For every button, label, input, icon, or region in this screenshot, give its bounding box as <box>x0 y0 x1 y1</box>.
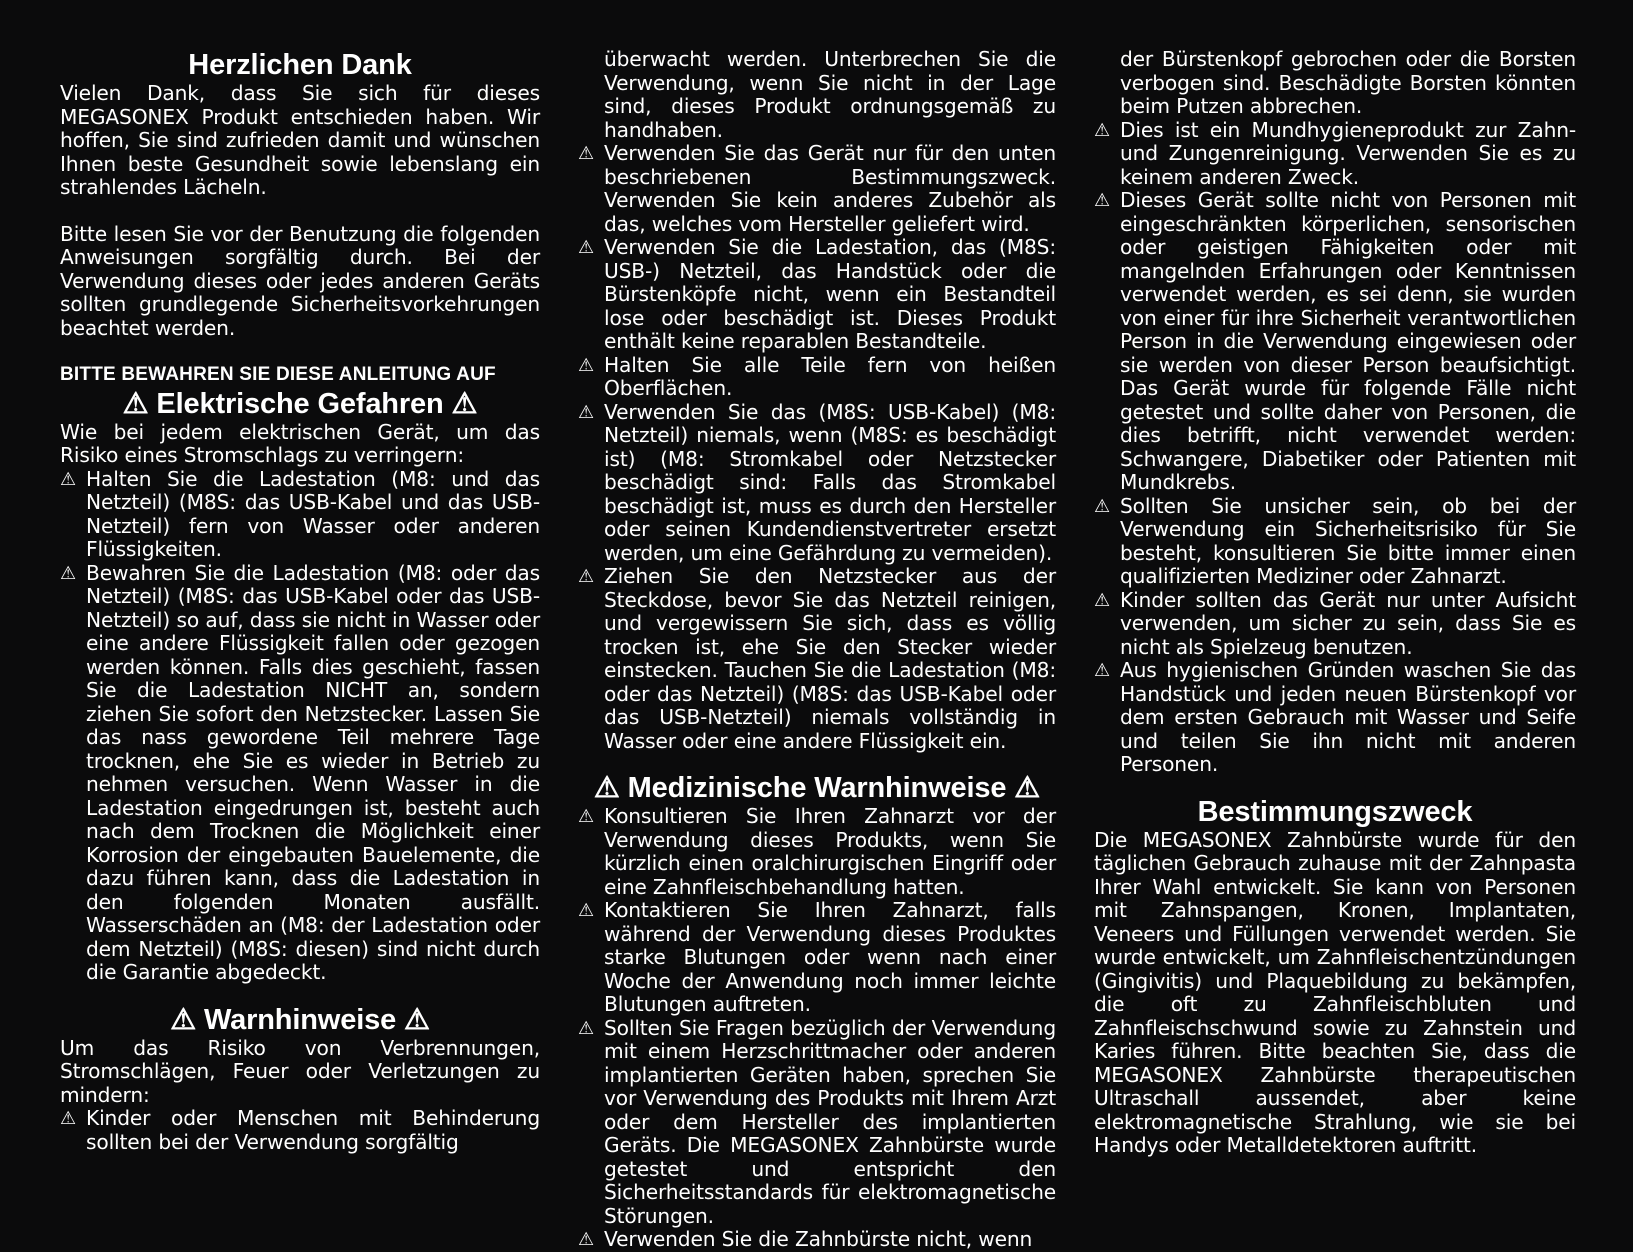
warning-icon: ⚠ <box>1094 660 1110 681</box>
list-item: ⚠ Sollten Sie unsicher sein, ob bei der Verwendung ein Sicherheitsrisiko für Sie besteht, konsultieren Sie bitte immer einen qualifizierten Mediziner oder Zahnarzt. <box>1094 493 1576 588</box>
warnings-intro: Um das Risiko von Verbrennungen, Stromschlägen, Feuer oder Verletzungen zu mindern: <box>60 1035 540 1107</box>
warning-icon: ⚠ <box>60 468 76 490</box>
list-item: ⚠ Verwenden Sie die Zahnbürste nicht, wenn <box>578 1227 1033 1251</box>
warning-icon: ⚠ <box>60 562 76 584</box>
list-item: ⚠ Sollten Sie Fragen bezüglich der Verwendung mit einem Herzschrittmacher oder anderen implantierten Geräten haben, sprechen Sie vor Verwendung des Produkts mit Ihrem Arzt oder dem Hersteller des implantierten Geräts. Die MEGASONEX Zahnbürste wurde getestet und entspricht den Sicherheitsstandards für elektromagnetische Störungen. <box>578 1015 1056 1228</box>
warning-icon: ⚠ <box>578 401 594 423</box>
medical-continuation: der Bürstenkopf gebrochen oder die Borsten verbogen sind. Beschädigte Borsten könnten beim Putzen abbrechen. <box>1120 47 1576 118</box>
medical-warnings-heading: ⚠ Medizinische Warnhinweise ⚠ <box>593 772 1041 804</box>
warning-icon: ⚠ <box>60 1108 76 1129</box>
warning-icon: ⚠ <box>578 143 594 164</box>
medical-warnings-list <box>578 805 1056 1252</box>
warning-continuation: überwacht werden. Unterbrechen Sie die Verwendung, wenn Sie nicht in der Lage sind, dieses Produkt ordnungsgemäß zu handhaben. <box>604 47 1056 142</box>
list-item: ⚠ Kontaktieren Sie Ihren Zahnarzt, falls während der Verwendung dieses Produktes starke Blutungen oder wenn nach einer Woche der Anwendung noch immer leichte Blutungen auftreten. <box>578 898 1056 1016</box>
warning-icon: ⚠ <box>1094 119 1110 141</box>
medical-warnings-list-continued <box>1094 119 1576 777</box>
warning-icon: ⚠ <box>578 237 594 258</box>
list-item: ⚠ Verwenden Sie das (M8S: USB-Kabel) (M8: Netzteil) niemals, wenn (M8S: es beschädigt ist) (M8: Stromkabel oder Netzstecker beschädigt sind: Falls das Stromkabel beschädigt ist, muss es durch den Hersteller oder seinen Kundendienstvertreter ersetzt werden, um eine Gefährdung zu vermeiden). <box>578 399 1056 565</box>
warning-icon: ⚠ <box>578 900 594 921</box>
list-item: ⚠ Kinder oder Menschen mit Behinderung sollten bei der Verwendung sorgfältig <box>60 1106 540 1154</box>
column-middle <box>578 48 1056 1252</box>
warning-icon: ⚠ <box>578 354 594 376</box>
keep-instructions-notice: BITTE BEWAHREN SIE DIESE ANLEITUNG AUF <box>60 364 496 385</box>
read-instructions-paragraph: Bitte lesen Sie vor der Benutzung die folgenden Anweisungen sorgfältig durch. Bei der Verwendung dieses oder jedes anderen Geräts sollten grundlegende Sicherheitsvorkehrungen beachtet werden. <box>60 221 540 340</box>
warnings-list <box>60 1107 540 1154</box>
thanks-paragraph: Vielen Dank, dass Sie sich für dieses MEGASONEX Produkt entschieden haben. Wir hoffen, Sie sind zufrieden damit und wünschen Ihnen beste Gesundheit sowie lebenslang ein strahlendes Lächeln. <box>60 81 540 199</box>
warning-icon: ⚠ <box>578 1017 594 1039</box>
list-item: ⚠ Ziehen Sie den Netzstecker aus der Steckdose, bevor Sie das Netzteil reinigen, und vergewissern Sie sich, dass es völlig trocken ist, ehe Sie den Stecker wieder einstecken. Tauchen Sie die Ladestation (M8: oder das Netzteil) (M8S: das USB-Kabel oder das USB-Netzteil) niemals vollständig in Wasser oder eine andere Flüssigkeit ein. <box>578 564 1056 753</box>
warning-icon: ⚠ <box>578 806 594 827</box>
column-left <box>60 48 540 1154</box>
list-item: ⚠ Halten Sie die Ladestation (M8: und das Netzteil) (M8S: das USB-Kabel und das USB-Netzteil) fern von Wasser oder anderen Flüssigkeiten. <box>60 466 540 561</box>
list-item: ⚠ Kinder sollten das Gerät nur unter Aufsicht verwenden, um sicher zu sein, dass Sie es nicht als Spielzeug benutzen. <box>1094 587 1576 659</box>
column-right <box>1094 48 1576 1158</box>
list-item: ⚠ Konsultieren Sie Ihren Zahnarzt vor der Verwendung dieses Produkts, wenn Sie kürzlich einen oralchirurgischen Eingriff oder eine Zahnfleischbehandlung hatten. <box>578 804 1056 899</box>
list-item: ⚠ Verwenden Sie das Gerät nur für den unten beschriebenen Bestimmungszweck. Verwenden Sie kein anderes Zubehör als das, welches vom Hersteller geliefert wird. <box>578 141 1056 236</box>
list-item: ⚠ Bewahren Sie die Ladestation (M8: oder das Netzteil) (M8S: das USB-Kabel oder das USB-Netzteil) so auf, dass sie nicht in Wasser oder eine andere Flüssigkeit fallen oder gezogen werden können. Falls dies geschieht, fassen Sie die Ladestation NICHT an, sondern ziehen Sie sofort den Netzstecker. Lassen Sie das nass gewordene Teil mehrere Tage trocknen, ehe Sie es wieder in Betrieb zu nehmen versuchen. Wenn Wasser in die Ladestation eingedrungen ist, besteht auch nach dem Trocknen die Möglichkeit einer Korrosion der eingebauten Bauelemente, die dazu führen kann, dass die Ladestation in den folgenden Monaten ausfällt. Wasserschäden an (M8: der Ladestation oder dem Netzteil) (M8S: diesen) sind nicht durch die Garantie abgedeckt. <box>60 560 540 984</box>
warnings-list-continued <box>578 142 1056 753</box>
warning-icon: ⚠ <box>578 1229 594 1250</box>
electric-hazards-heading: ⚠ Elektrische Gefahren ⚠ <box>122 387 478 420</box>
warning-icon: ⚠ <box>578 566 594 587</box>
intended-use-heading: Bestimmungszweck <box>1197 795 1473 828</box>
electric-hazards-list <box>60 468 540 985</box>
list-item: ⚠ Dieses Gerät sollte nicht von Personen mit eingeschränkten körperlichen, sensorischen oder geistigen Fähigkeiten oder mit mangelnden Erfahrungen oder Kenntnissen verwendet werden, es sei denn, sie wurden von einer für ihre Sicherheit verantwortlichen Person in die Verwendung eingewiesen oder sie werden von dieser Person beaufsichtigt. Das Gerät wurde für folgende Fälle nicht getestet und sollte daher von Personen, die dies betrifft, nicht verwendet werden: Schwangere, Diabetiker oder Patienten mit Mundkrebs. <box>1094 188 1576 494</box>
warning-icon: ⚠ <box>1094 589 1110 611</box>
list-item: ⚠ Halten Sie alle Teile fern von heißen Oberflächen. <box>578 352 1056 400</box>
thanks-heading: Herzlichen Dank <box>188 49 412 81</box>
warning-icon: ⚠ <box>1094 495 1110 517</box>
intended-use-paragraph: Die MEGASONEX Zahnbürste wurde für den täglichen Gebrauch zuhause mit der Zahnpasta Ihrer Wahl entwickelt. Sie kann von Personen mit Zahnspangen, Kronen, Implantaten, Veneers und Füllungen verwendet werden. Sie wurde entwickelt, um Zahnfleischentzündungen (Gingivitis) und Plaquebildung zu bekämpfen, die oft zu Zahnfleischbluten und Zahnfleischschwund sowie zu Zahnstein und Karies führen. Bitte beachten Sie, dass die MEGASONEX Zahnbürste therapeutischen Ultraschall aussendet, aber keine elektromagnetische Strahlung, wie sie bei Handys oder Metalldetektoren auftritt. <box>1094 827 1576 1157</box>
electric-intro: Wie bei jedem elektrischen Gerät, um das Risiko eines Stromschlags zu verringern: <box>60 419 540 467</box>
list-item: ⚠ Aus hygienischen Gründen waschen Sie das Handstück und jeden neuen Bürstenkopf vor dem ersten Gebrauch mit Wasser und Seife und teilen Sie ihn nicht mit anderen Personen. <box>1094 658 1576 776</box>
warning-icon: ⚠ <box>1094 190 1110 211</box>
list-item: ⚠ Dies ist ein Mundhygieneprodukt zur Zahn- und Zungenreinigung. Verwenden Sie es zu keinem anderen Zweck. <box>1094 117 1576 189</box>
list-item: ⚠ Verwenden Sie die Ladestation, das (M8S: USB-) Netzteil, das Handstück oder die Bürstenköpfe nicht, wenn ein Bestandteil lose oder beschädigt ist. Dieses Produkt enthält keine reparablen Bestandteile. <box>578 235 1056 353</box>
warnings-heading: ⚠ Warnhinweise ⚠ <box>170 1003 430 1036</box>
